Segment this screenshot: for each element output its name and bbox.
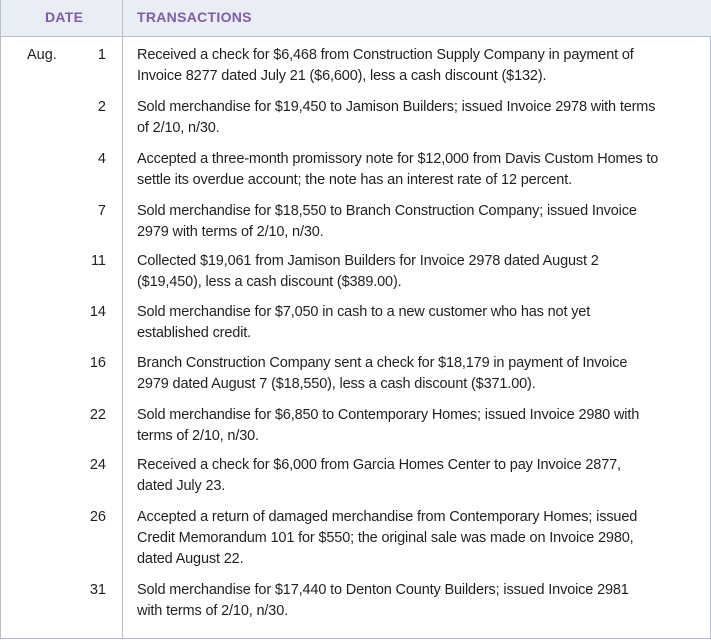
description-line: 2979 dated August 7 ($18,550), less a cash discount ($371.00). [137, 376, 536, 392]
description-line: Sold merchandise for $7,050 in cash to a new customer who has not yet [137, 304, 591, 320]
description-line: of 2/10, n/30. [137, 120, 220, 136]
description-line: terms of 2/10, n/30. [137, 428, 259, 444]
transaction-description [137, 97, 705, 139]
description-line: dated August 22. [137, 551, 244, 567]
transaction-description [137, 45, 705, 87]
transaction-description [137, 405, 705, 447]
day-cell: 1 [97, 47, 106, 63]
column-divider [122, 0, 123, 638]
month-cell: Aug. [27, 47, 57, 63]
transaction-description [137, 353, 705, 395]
transaction-description [137, 580, 705, 622]
description-line: Sold merchandise for $6,850 to Contemporary Homes; issued Invoice 2980 with [137, 407, 640, 423]
description-line: Invoice 8277 dated July 21 ($6,600), less a cash discount ($132). [137, 68, 547, 84]
day-cell: 26 [89, 509, 106, 525]
transaction-description [137, 507, 705, 570]
description-line: Sold merchandise for $17,440 to Denton County Builders; issued Invoice 2981 [137, 582, 629, 598]
description-line: Branch Construction Company sent a check for $18,179 in payment of Invoice [137, 355, 628, 371]
day-cell: 31 [89, 582, 106, 598]
table-header [1, 0, 711, 37]
description-line: Accepted a three-month promissory note for $12,000 from Davis Custom Homes to [137, 151, 659, 167]
description-line: Sold merchandise for $19,450 to Jamison Builders; issued Invoice 2978 with terms [137, 99, 656, 115]
day-cell: 2 [97, 99, 106, 115]
description-line: 2979 with terms of 2/10, n/30. [137, 224, 324, 240]
description-line: with terms of 2/10, n/30. [137, 603, 288, 619]
transaction-description [137, 251, 705, 293]
transactions-column-header: TRANSACTIONS [137, 9, 252, 25]
description-line: Accepted a return of damaged merchandise from Contemporary Homes; issued [137, 509, 638, 525]
day-cell: 4 [97, 151, 106, 167]
transaction-description [137, 455, 705, 497]
description-line: Collected $19,061 from Jamison Builders for Invoice 2978 dated August 2 [137, 253, 599, 269]
date-column-header: DATE [45, 9, 84, 25]
description-line: settle its overdue account; the note has an interest rate of 12 percent. [137, 172, 572, 188]
description-line: Received a check for $6,468 from Construction Supply Company in payment of [137, 47, 634, 63]
description-line: dated July 23. [137, 478, 226, 494]
description-line: established credit. [137, 325, 252, 341]
transaction-description [137, 149, 705, 191]
description-line: Received a check for $6,000 from Garcia Homes Center to pay Invoice 2877, [137, 457, 621, 473]
description-line: Sold merchandise for $18,550 to Branch Construction Company; issued Invoice [137, 203, 637, 219]
day-cell: 22 [89, 407, 106, 423]
description-line: ($19,450), less a cash discount ($389.00). [137, 274, 402, 290]
day-cell: 11 [90, 253, 106, 269]
transaction-description [137, 201, 705, 243]
day-cell: 24 [89, 457, 106, 473]
day-cell: 7 [97, 203, 106, 219]
day-cell: 16 [89, 355, 106, 371]
day-cell: 14 [89, 304, 106, 320]
description-line: Credit Memorandum 101 for $550; the original sale was made on Invoice 2980, [137, 530, 634, 546]
transaction-description [137, 302, 705, 344]
